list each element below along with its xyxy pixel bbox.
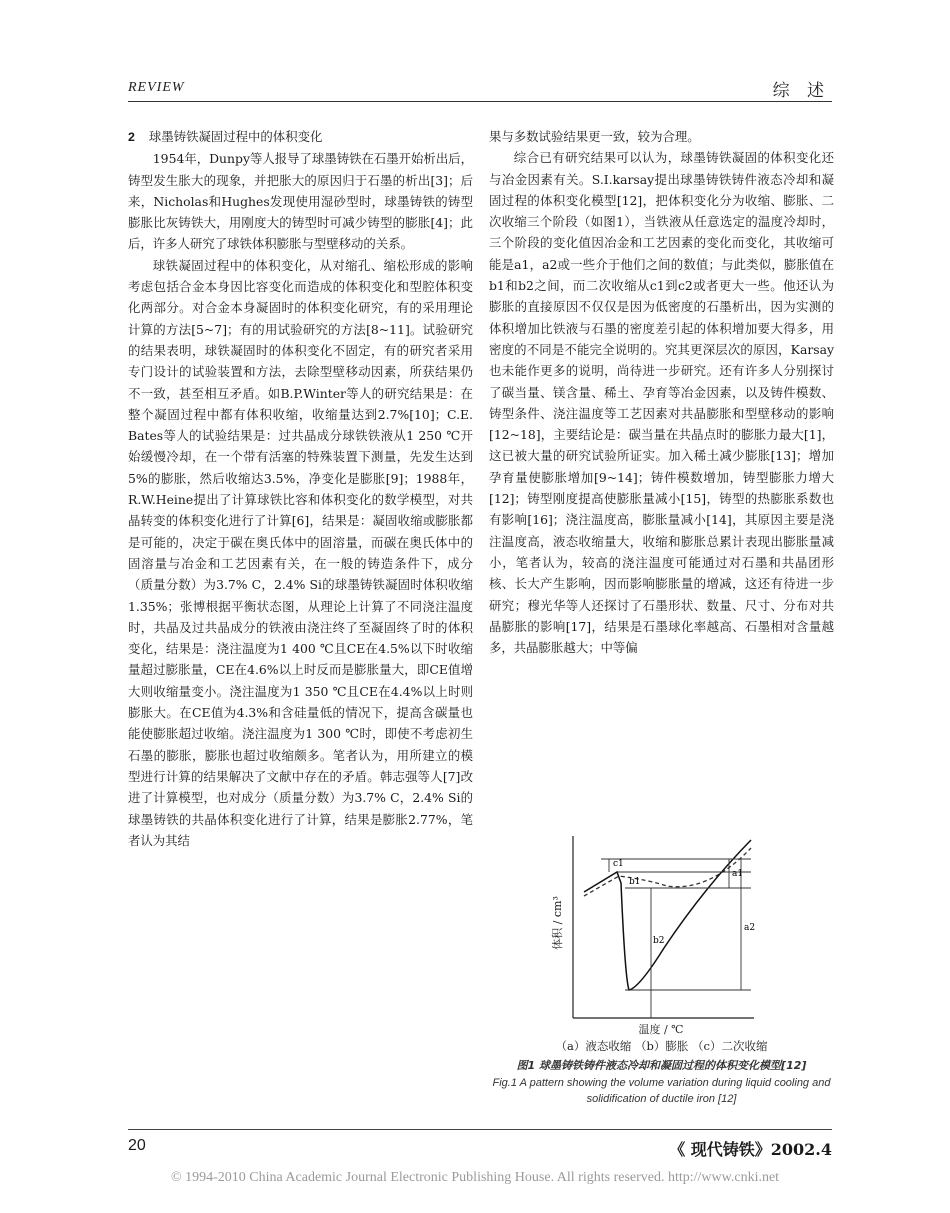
left-body [128, 148, 473, 851]
figure-caption-cn: 图1 球墨铸铁铸件液态冷却和凝固过程的体积变化模型[12] [516, 1059, 807, 1072]
right-body [489, 126, 834, 658]
body-paragraph: 球铁凝固过程中的体积变化，从对缩孔、缩松形成的影响考虑包括合金本身因比容变化而造成的体积变化和型腔体积变化两部分。对合金本身凝固时的体积变化研究，有的采用理论计算的方法[5~7]；有的用试验研究的方法[8~11]。试验研究的结果表明，球铁凝固时的体积变化不固定，有的研究者采用专门设计的试验装置和方法，去除型壁移动因素，所获结果仍不一致，甚至相互矛盾。如B.P.Winter等人的研究结果是：在整个凝固过程中都有体积收缩，收缩量达到2.7%[10]；C.E. Bates等人的试验结果是：过共晶成分球铁铁液从1 250 ℃开始缓慢冷却，在一个带有活塞的特殊装置下测量，先发生达到5%的膨胀，然后收缩达3.5%，净变化是膨胀[9]；1988年，R.W.Heine提出了计算球铁比容和体积变化的数学模型，对共晶转变的体积变化进行了计算[6]，结果是：凝固收缩或膨胀都是可能的，决定于碳在奥氏体中的固溶量，而碳在奥氏体中的固溶量与冶金和工艺因素有关，在一般的铸造条件下，成分（质量分数）为3.7% C，2.4% Si的球墨铸铁凝固时体积收缩1.35%；张博根据平衡状态图，从理论上计算了不同浇注温度时，共晶及过共晶成分的铁液由浇注终了至凝固终了时的体积变化，结果是：浇注温度为1 400 ℃且CE在4.5%以下时收缩量超过膨胀量，CE在4.6%以上时反而是膨胀量大，即CE值增大则收缩量变小。浇注温度为1 350 ℃且CE在4.4%以上时则膨胀大。在CE值为4.3%和含硅量低的情况下，提高含碳量也能使膨胀超过收缩。浇注温度为1 300 ℃时，即使不考虑初生石墨的膨胀，膨胀也超过收缩颇多。笔者认为，用所建立的模型进行计算的结果解决了文献中存在的矛盾。韩志强等人[7]改进了计算模型，也对成分（质量分数）为3.7% C，2.4% Si的球墨铸铁的共晶体积变化进行了计算，结果是膨胀2.77%，笔者认为其结 [128, 257, 473, 848]
figure-legend: （a）液态收缩 （b）膨胀 （c）二次收缩 [555, 1039, 768, 1053]
body-paragraph: 1954年，Dunpy等人报导了球墨铸铁在石墨开始析出后，铸型发生胀大的现象，并把胀大的原因归于石墨的析出[3]；后来，Nicholas和Hughes发现使用湿砂型时，球墨铸铁的铸型膨胀比灰铸铁大，用刚度大的铸型时可减少铸型的膨胀[4]；此后，许多人研究了球铁体积膨胀与型壁移动的关系。 [128, 151, 473, 252]
figure-caption-en: Fig.1 A pattern showing the volume variation during liquid cooling and solidification of ductile iron [12] [492, 1077, 831, 1105]
label-a2: a2 [744, 923, 756, 933]
label-a1: a1 [732, 869, 744, 879]
y-axis-label: 体积 / cm³ [551, 896, 564, 950]
label-b2: b2 [653, 936, 665, 946]
figure-1-diagram [489, 828, 834, 1038]
page-number: 20 [128, 1137, 146, 1154]
footer-rule [128, 1129, 832, 1130]
body-paragraph: 果与多数试验结果更一致，较为合理。 [489, 129, 700, 144]
x-axis-label: 温度 / ℃ [638, 1023, 684, 1036]
running-header-right: 综 述 [772, 81, 830, 101]
left-column [128, 126, 473, 851]
section-number: 2 [128, 130, 135, 144]
section-heading [128, 126, 473, 148]
header-rule [128, 101, 832, 102]
running-header-left: REVIEW [128, 80, 185, 95]
body-paragraph: 综合已有研究结果可以认为，球墨铸铁凝固的体积变化还与冶金因素有关。S.I.karsay提出球墨铸铁铸件液态冷却和凝固过程的体积变化模型[12]，把体积变化分为收缩、膨胀、二次收缩三个阶段（如图1），当铁液从任意选定的温度冷却时，三个阶段的变化值因冶金和工艺因素的变化而变化，其收缩可能是a1，a2或一些介于他们之间的数值；与此类似，膨胀值在b1和b2之间，而二次收缩从c1到c2或者更大一些。他还认为膨胀的直接原因不仅仅是因为低密度的石墨析出，因为实测的体积增加比铁液与石墨的密度差引起的体积增加要大得多，用密度的不同是不能完全说明的。究其更深层次的原因，Karsay也未能作更多的说明，尚待进一步研究。还有许多人分别探讨了碳当量、镁含量、稀土、孕育等冶金因素，以及铸件模数、铸型条件、浇注温度等工艺因素对共晶膨胀和型壁移动的影响[12~18]，主要结论是：碳当量在共晶点时的膨胀力最大[1]，这已被大量的研究试验所证实。加入稀土减少膨胀[13]；增加孕育量使膨胀增加[9~14]；铸件模数增加，铸型膨胀力增大[12]；铸型刚度提高使膨胀量减小[15]，铸型的热膨胀系数也有影响[16]；浇注温度高，膨胀量减小[14]，其原因主要是浇注温度高，液态收缩量大，收缩和膨胀总累计表现出膨胀量减小，笔者认为，较高的浇注温度可能通过对石墨和共晶团形核、长大产生影响，因而影响膨胀量的增减，这还有待进一步研究；穆光华等人还探讨了石墨形状、数量、尺寸、分布对共晶膨胀的影响[17]，结果是石墨球化率越高、石墨相对含量越多，共晶膨胀越大；中等偏 [489, 150, 834, 656]
section-title: 球墨铸铁凝固过程中的体积变化 [148, 129, 323, 144]
journal-issue: 《 现代铸铁》2002.4 [669, 1140, 832, 1159]
figure-1 [489, 828, 834, 1128]
copyright-notice: © 1994-2010 China Academic Journal Electronic Publishing House. All rights reserved. http://www.cnki.net [170, 1170, 780, 1185]
right-column [489, 126, 834, 658]
label-c1: c1 [613, 859, 624, 869]
label-b1: b1 [629, 877, 641, 887]
